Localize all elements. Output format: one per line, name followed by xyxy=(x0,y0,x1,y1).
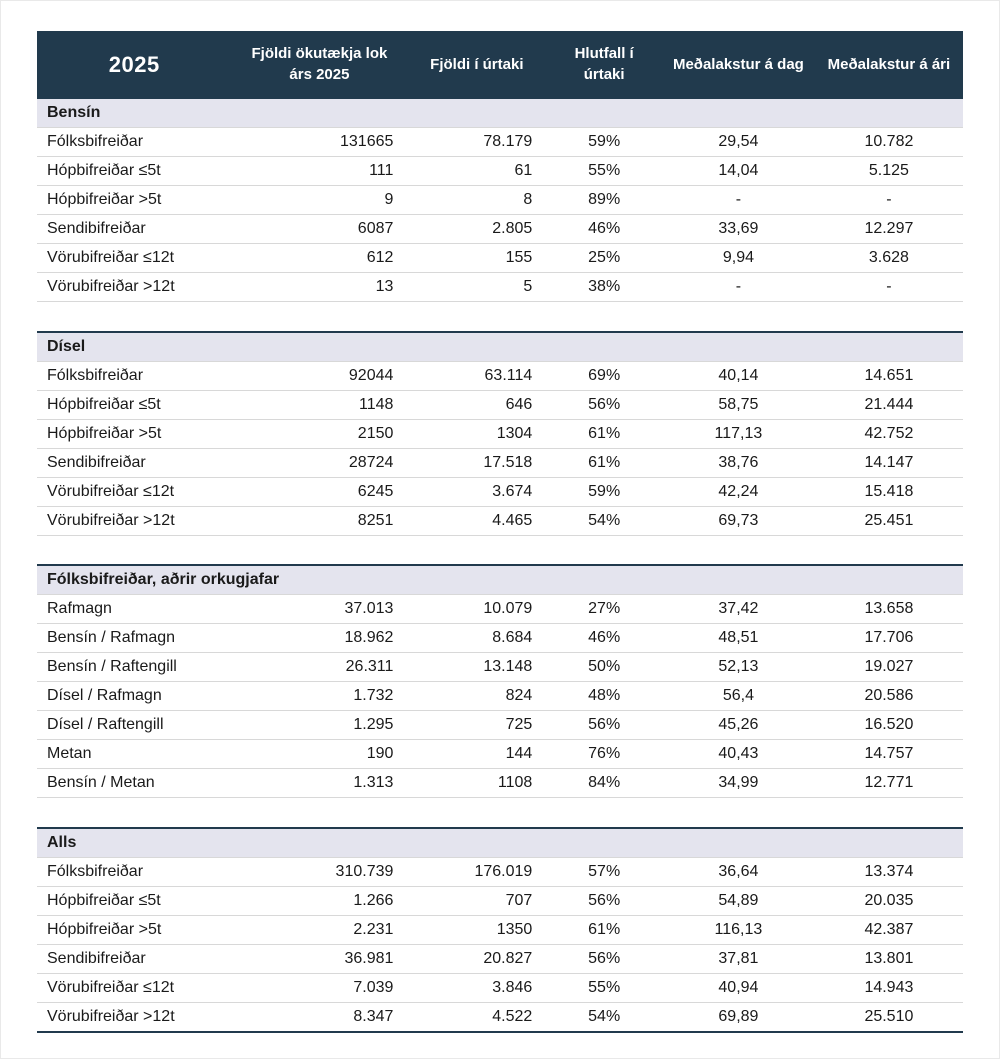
cell-value: 48% xyxy=(546,682,662,711)
cell-value: 14.651 xyxy=(815,361,963,390)
cell-value: 824 xyxy=(407,682,546,711)
row-label: Sendibifreiðar xyxy=(37,448,231,477)
cell-value: 2.231 xyxy=(231,915,407,944)
cell-value: 15.418 xyxy=(815,477,963,506)
row-label: Vörubifreiðar ≤12t xyxy=(37,973,231,1002)
cell-value: 14,04 xyxy=(662,157,815,186)
cell-value: 56,4 xyxy=(662,682,815,711)
table-row xyxy=(37,215,963,244)
cell-value: 46% xyxy=(546,215,662,244)
row-label: Hópbifreiðar >5t xyxy=(37,186,231,215)
cell-value: 117,13 xyxy=(662,419,815,448)
cell-value: 1350 xyxy=(407,915,546,944)
cell-value: 56% xyxy=(546,390,662,419)
cell-value: 8.347 xyxy=(231,1002,407,1032)
cell-value: 27% xyxy=(546,595,662,624)
cell-value: 78.179 xyxy=(407,128,546,157)
row-label: Fólksbifreiðar xyxy=(37,128,231,157)
row-label: Vörubifreiðar ≤12t xyxy=(37,477,231,506)
cell-value: 13.658 xyxy=(815,595,963,624)
section-spacer-cell xyxy=(37,302,963,332)
year-header: 2025 xyxy=(37,31,231,98)
cell-value: 33,69 xyxy=(662,215,815,244)
cell-value: 25.510 xyxy=(815,1002,963,1032)
section-title: Alls xyxy=(37,828,963,858)
cell-value: 190 xyxy=(231,740,407,769)
cell-value: 707 xyxy=(407,886,546,915)
cell-value: 9,94 xyxy=(662,244,815,273)
col-header-hlutfall-i-urtaki: Hlutfall í úrtaki xyxy=(546,31,662,98)
cell-value: 37.013 xyxy=(231,595,407,624)
cell-value: 10.079 xyxy=(407,595,546,624)
section-spacer-cell xyxy=(37,535,963,565)
section-spacer xyxy=(37,302,963,332)
cell-value: 1148 xyxy=(231,390,407,419)
table-body xyxy=(37,98,963,1032)
cell-value: 89% xyxy=(546,186,662,215)
table-row xyxy=(37,769,963,798)
row-label: Bensín / Metan xyxy=(37,769,231,798)
cell-value: 37,81 xyxy=(662,944,815,973)
table-row xyxy=(37,128,963,157)
cell-value: 25% xyxy=(546,244,662,273)
cell-value: 69,73 xyxy=(662,506,815,535)
cell-value: 14.757 xyxy=(815,740,963,769)
row-label: Fólksbifreiðar xyxy=(37,361,231,390)
cell-value: 36.981 xyxy=(231,944,407,973)
table-row xyxy=(37,973,963,1002)
cell-value: 36,64 xyxy=(662,857,815,886)
cell-value: 20.035 xyxy=(815,886,963,915)
table-row xyxy=(37,740,963,769)
row-label: Hópbifreiðar >5t xyxy=(37,915,231,944)
row-label: Fólksbifreiðar xyxy=(37,857,231,886)
row-label: Hópbifreiðar >5t xyxy=(37,419,231,448)
table-row xyxy=(37,361,963,390)
table-row xyxy=(37,624,963,653)
cell-value: 57% xyxy=(546,857,662,886)
cell-value: 56% xyxy=(546,944,662,973)
cell-value: 116,13 xyxy=(662,915,815,944)
table-row xyxy=(37,157,963,186)
table-row xyxy=(37,244,963,273)
cell-value: 50% xyxy=(546,653,662,682)
cell-value: 12.297 xyxy=(815,215,963,244)
cell-value: 61% xyxy=(546,448,662,477)
cell-value: 84% xyxy=(546,769,662,798)
cell-value: 1.295 xyxy=(231,711,407,740)
cell-value: 55% xyxy=(546,157,662,186)
cell-value: 61% xyxy=(546,915,662,944)
cell-value: 56% xyxy=(546,711,662,740)
table-row xyxy=(37,186,963,215)
row-label: Vörubifreiðar >12t xyxy=(37,1002,231,1032)
cell-value: 8251 xyxy=(231,506,407,535)
cell-value: 2150 xyxy=(231,419,407,448)
cell-value: 26.311 xyxy=(231,653,407,682)
cell-value: 1.732 xyxy=(231,682,407,711)
cell-value: 61 xyxy=(407,157,546,186)
cell-value: 5 xyxy=(407,273,546,302)
cell-value: - xyxy=(662,186,815,215)
cell-value: 646 xyxy=(407,390,546,419)
cell-value: 38% xyxy=(546,273,662,302)
cell-value: 17.706 xyxy=(815,624,963,653)
cell-value: 10.782 xyxy=(815,128,963,157)
row-label: Dísel / Rafmagn xyxy=(37,682,231,711)
table-row xyxy=(37,944,963,973)
cell-value: 13.374 xyxy=(815,857,963,886)
cell-value: 7.039 xyxy=(231,973,407,1002)
row-label: Hópbifreiðar ≤5t xyxy=(37,157,231,186)
cell-value: 54% xyxy=(546,1002,662,1032)
cell-value: 3.674 xyxy=(407,477,546,506)
cell-value: 155 xyxy=(407,244,546,273)
cell-value: 6245 xyxy=(231,477,407,506)
cell-value: 5.125 xyxy=(815,157,963,186)
table-row xyxy=(37,915,963,944)
section-spacer xyxy=(37,535,963,565)
cell-value: 13 xyxy=(231,273,407,302)
cell-value: 612 xyxy=(231,244,407,273)
table-row xyxy=(37,595,963,624)
cell-value: 40,94 xyxy=(662,973,815,1002)
cell-value: 38,76 xyxy=(662,448,815,477)
cell-value: 111 xyxy=(231,157,407,186)
cell-value: 16.520 xyxy=(815,711,963,740)
row-label: Metan xyxy=(37,740,231,769)
cell-value: 18.962 xyxy=(231,624,407,653)
cell-value: 40,14 xyxy=(662,361,815,390)
row-label: Sendibifreiðar xyxy=(37,215,231,244)
row-label: Vörubifreiðar >12t xyxy=(37,273,231,302)
cell-value: 42,24 xyxy=(662,477,815,506)
cell-value: 54% xyxy=(546,506,662,535)
row-label: Bensín / Rafmagn xyxy=(37,624,231,653)
row-label: Dísel / Raftengill xyxy=(37,711,231,740)
cell-value: 54,89 xyxy=(662,886,815,915)
section-spacer xyxy=(37,798,963,828)
cell-value: - xyxy=(815,273,963,302)
cell-value: 3.628 xyxy=(815,244,963,273)
row-label: Hópbifreiðar ≤5t xyxy=(37,886,231,915)
section-title: Fólksbifreiðar, aðrir orkugjafar xyxy=(37,565,963,595)
section-header-row xyxy=(37,98,963,128)
cell-value: 725 xyxy=(407,711,546,740)
cell-value: 56% xyxy=(546,886,662,915)
section-header-row xyxy=(37,332,963,362)
row-label: Vörubifreiðar ≤12t xyxy=(37,244,231,273)
cell-value: 37,42 xyxy=(662,595,815,624)
cell-value: 63.114 xyxy=(407,361,546,390)
row-label: Sendibifreiðar xyxy=(37,944,231,973)
table-row xyxy=(37,886,963,915)
cell-value: 3.846 xyxy=(407,973,546,1002)
table-row xyxy=(37,390,963,419)
cell-value: 2.805 xyxy=(407,215,546,244)
table-row xyxy=(37,273,963,302)
cell-value: 58,75 xyxy=(662,390,815,419)
col-header-medalakstur-a-ari: Meðalakstur á ári xyxy=(815,31,963,98)
cell-value: 1108 xyxy=(407,769,546,798)
row-label: Vörubifreiðar >12t xyxy=(37,506,231,535)
table-row xyxy=(37,506,963,535)
cell-value: 17.518 xyxy=(407,448,546,477)
cell-value: 76% xyxy=(546,740,662,769)
cell-value: 25.451 xyxy=(815,506,963,535)
cell-value: 48,51 xyxy=(662,624,815,653)
table-row xyxy=(37,477,963,506)
row-label: Hópbifreiðar ≤5t xyxy=(37,390,231,419)
cell-value: 52,13 xyxy=(662,653,815,682)
cell-value: 59% xyxy=(546,128,662,157)
cell-value: 42.387 xyxy=(815,915,963,944)
cell-value: 61% xyxy=(546,419,662,448)
cell-value: 40,43 xyxy=(662,740,815,769)
vehicle-statistics-table xyxy=(37,31,963,1033)
cell-value: 13.148 xyxy=(407,653,546,682)
section-header-row xyxy=(37,565,963,595)
table-row xyxy=(37,711,963,740)
cell-value: 1.313 xyxy=(231,769,407,798)
row-label: Rafmagn xyxy=(37,595,231,624)
cell-value: 14.943 xyxy=(815,973,963,1002)
table-row xyxy=(37,1002,963,1032)
table-header xyxy=(37,31,963,98)
cell-value: 29,54 xyxy=(662,128,815,157)
row-label: Bensín / Raftengill xyxy=(37,653,231,682)
section-spacer-cell xyxy=(37,798,963,828)
cell-value: 59% xyxy=(546,477,662,506)
cell-value: 310.739 xyxy=(231,857,407,886)
cell-value: 42.752 xyxy=(815,419,963,448)
section-header-row xyxy=(37,828,963,858)
cell-value: 1.266 xyxy=(231,886,407,915)
cell-value: 46% xyxy=(546,624,662,653)
cell-value: 131665 xyxy=(231,128,407,157)
cell-value: 1304 xyxy=(407,419,546,448)
cell-value: 14.147 xyxy=(815,448,963,477)
table-row xyxy=(37,682,963,711)
cell-value: 8 xyxy=(407,186,546,215)
cell-value: 4.522 xyxy=(407,1002,546,1032)
col-header-fjoldi-okutaekja: Fjöldi ökutækja lok árs 2025 xyxy=(231,31,407,98)
cell-value: 92044 xyxy=(231,361,407,390)
cell-value: 21.444 xyxy=(815,390,963,419)
cell-value: 19.027 xyxy=(815,653,963,682)
cell-value: 69% xyxy=(546,361,662,390)
cell-value: 9 xyxy=(231,186,407,215)
cell-value: 45,26 xyxy=(662,711,815,740)
cell-value: 8.684 xyxy=(407,624,546,653)
cell-value: 13.801 xyxy=(815,944,963,973)
table-row xyxy=(37,653,963,682)
col-header-medalakstur-a-dag: Meðalakstur á dag xyxy=(662,31,815,98)
table-row xyxy=(37,857,963,886)
cell-value: 20.827 xyxy=(407,944,546,973)
cell-value: 12.771 xyxy=(815,769,963,798)
section-title: Dísel xyxy=(37,332,963,362)
cell-value: 20.586 xyxy=(815,682,963,711)
cell-value: 6087 xyxy=(231,215,407,244)
cell-value: 144 xyxy=(407,740,546,769)
table-row xyxy=(37,419,963,448)
section-title: Bensín xyxy=(37,98,963,128)
cell-value: - xyxy=(815,186,963,215)
cell-value: - xyxy=(662,273,815,302)
cell-value: 69,89 xyxy=(662,1002,815,1032)
col-header-fjoldi-i-urtaki: Fjöldi í úrtaki xyxy=(407,31,546,98)
cell-value: 55% xyxy=(546,973,662,1002)
cell-value: 28724 xyxy=(231,448,407,477)
table-row xyxy=(37,448,963,477)
cell-value: 34,99 xyxy=(662,769,815,798)
header-row xyxy=(37,31,963,98)
cell-value: 176.019 xyxy=(407,857,546,886)
cell-value: 4.465 xyxy=(407,506,546,535)
